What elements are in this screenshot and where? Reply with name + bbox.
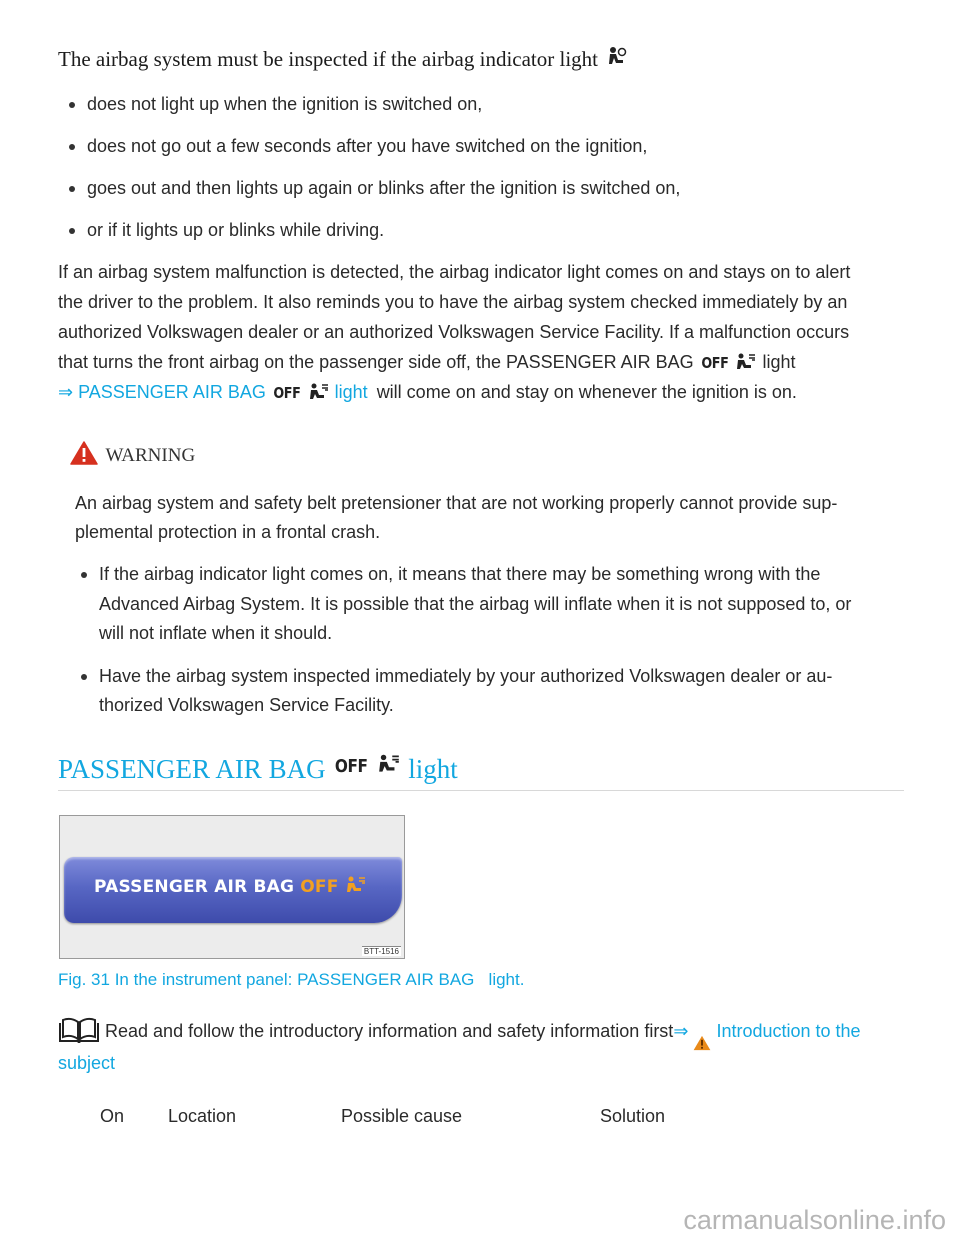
passenger-airbag-link[interactable] [58,382,373,402]
off-icon: OFF [273,384,301,402]
bullet-dot [69,144,75,150]
note-link-introduction[interactable]: Introduction to the [716,1021,861,1041]
paragraph-line-5-text: will come on and stay on whenever the ignition is on. [376,382,797,402]
link-text: PASSENGER AIR BAG [78,382,266,402]
passenger-airbag-icon [377,754,401,774]
paragraph-light-word: light [762,352,796,372]
figure-image [59,815,405,959]
intro-bullet-4: or if it lights up or blinks while driving. [87,220,385,240]
warning-header [70,441,195,467]
paragraph-line-2: the driver to the problem. It also reminds you to have the airbag system checked immediately by an [58,292,848,312]
note-line-1 [58,1017,861,1051]
intro-bullet-2: does not go out a few seconds after you have switched on the ignition, [87,136,648,156]
warning-text-line-1: An airbag system and safety belt pretensioner that are not working properly cannot provide sup- [75,493,838,513]
intro-heading-text: The airbag system must be inspected if the airbag indicator light [58,47,599,71]
table-header-solution: Solution [600,1106,666,1126]
panel-airbag-icon [345,876,367,894]
warning-bullet-2-line-1: Have the airbag system inspected immediately by your authorized Volkswagen dealer or au- [99,666,833,686]
note-arrow: ⇒ [673,1021,689,1041]
book-icon [58,1017,100,1043]
paragraph-line-5 [58,382,797,403]
warning-bullet-2-line-2: thorized Volkswagen Service Facility. [99,695,394,715]
bullet-dot [69,102,75,108]
section-title-light: light [408,754,458,784]
table-header-on: On [100,1106,125,1126]
off-icon: OFF [335,756,368,777]
section-title-text: PASSENGER AIR BAG [58,754,326,784]
intro-bullet-3: goes out and then lights up again or blinks after the ignition is switched on, [87,178,681,198]
paragraph-line-4 [58,352,796,373]
panel-label-text: PASSENGER AIR BAG [94,877,295,897]
warning-title: WARNING [105,445,196,466]
intro-heading [58,46,627,72]
panel-off-text: OFF [300,877,339,897]
warning-bullet-1-line-1: If the airbag indicator light comes on, it means that there may be something wrong with the [99,564,821,584]
paragraph-line-1: If an airbag system malfunction is detected, the airbag indicator light comes on and stays on to alert [58,262,851,282]
paragraph-line-4-text: that turns the front airbag on the passenger side off, the PASSENGER AIR BAG [58,352,694,372]
bullet-dot [81,674,87,680]
passenger-airbag-icon [735,353,757,371]
section-divider [58,790,904,791]
watermark: carmanualsonline.info [683,1205,946,1235]
airbag-indicator-icon [605,46,627,68]
warning-bullet-1-line-3: will not inflate when it should. [99,623,333,643]
section-title [58,754,458,785]
link-arrow: ⇒ [58,382,74,402]
panel-label [94,876,367,897]
figure-caption: Fig. 31 In the instrument panel: PASSENGER AIR BAG light. [58,970,525,989]
warning-triangle-icon [70,441,98,465]
bullet-dot [81,572,87,578]
warning-text-line-2: plemental protection in a frontal crash. [75,522,381,542]
link-light-word: light [334,382,368,402]
bullet-dot [69,186,75,192]
warning-triangle-icon [693,1035,711,1051]
intro-bullet-1: does not light up when the ignition is switched on, [87,94,483,114]
table-header-location: Location [168,1106,237,1126]
paragraph-line-3: authorized Volkswagen dealer or an authorized Volkswagen Service Facility. If a malfunction occurs [58,322,850,342]
warning-bullet-1-line-2: Advanced Airbag System. It is possible that the airbag will inflate when it is not supposed to, or [99,594,852,614]
bullet-dot [69,228,75,234]
table-header-possible-cause: Possible cause [341,1106,463,1126]
passenger-airbag-icon [308,383,330,401]
note-link-subject[interactable]: subject [58,1053,116,1073]
off-icon: OFF [701,354,729,372]
figure-code: BTT-1516 [363,947,399,956]
note-text: Read and follow the introductory information and safety information first [105,1021,674,1041]
